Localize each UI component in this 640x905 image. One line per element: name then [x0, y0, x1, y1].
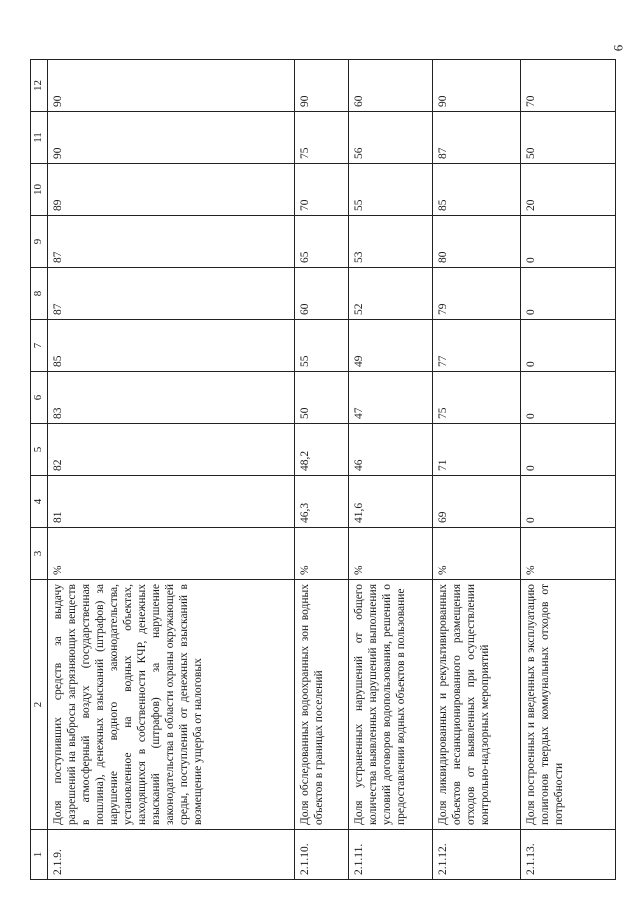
column-number: 8: [31, 268, 48, 320]
row-value: 50: [295, 372, 349, 424]
row-name: Доля ликвидированных и рекультивированных объектов несанкционированного размещения отходов от выявленных при осуществлении контрольно-надзорных мероприятий: [433, 580, 521, 830]
row-value: 0: [521, 268, 616, 320]
column-number: 2: [31, 580, 48, 830]
row-value: 48,2: [295, 424, 349, 476]
row-value: 90: [48, 112, 295, 164]
row-value: 87: [48, 216, 295, 268]
column-number: 6: [31, 372, 48, 424]
row-value: 0: [521, 424, 616, 476]
row-value: 83: [48, 372, 295, 424]
column-number: 11: [31, 112, 48, 164]
row-code: 2.1.9.: [48, 830, 295, 880]
row-value: 70: [521, 60, 616, 112]
row-code: 2.1.10.: [295, 830, 349, 880]
row-value: 0: [521, 372, 616, 424]
column-number: 4: [31, 476, 48, 528]
row-unit: %: [48, 528, 295, 580]
indicators-table: [30, 59, 616, 880]
row-code: 2.1.12.: [433, 830, 521, 880]
table-row: [48, 60, 295, 880]
row-value: 0: [521, 476, 616, 528]
row-value: 79: [433, 268, 521, 320]
row-name: Доля поступивших средств за выдачу разрешений на выбросы загрязняющих веществ в атмосферный воздух (государственная пошлина), денежных взысканий (штрафов) за нарушение водного законодательства, установленное на водных объектах, находящихся в собственности КЧР, денежных взысканий (штрафов) за нарушение законодательства в области охраны окружающей среды, поступлений от денежных взысканий в возмещение ущерба от налоговых: [48, 580, 295, 830]
row-value: 81: [48, 476, 295, 528]
row-value: 49: [349, 320, 433, 372]
row-value: 50: [521, 112, 616, 164]
column-number: 1: [31, 830, 48, 880]
table-row: [521, 60, 616, 880]
row-unit: %: [433, 528, 521, 580]
row-value: 46,3: [295, 476, 349, 528]
table-row: [349, 60, 433, 880]
row-value: 90: [433, 60, 521, 112]
row-value: 47: [349, 372, 433, 424]
row-value: 87: [48, 268, 295, 320]
row-value: 80: [433, 216, 521, 268]
column-number: 5: [31, 424, 48, 476]
row-value: 82: [48, 424, 295, 476]
column-number: 7: [31, 320, 48, 372]
row-value: 20: [521, 164, 616, 216]
row-value: 87: [433, 112, 521, 164]
row-name: Доля построенных и введенных в эксплуатацию полигонов твердых коммунальных отходов от потребности: [521, 580, 616, 830]
row-unit: %: [521, 528, 616, 580]
row-name: Доля устраненных нарушений от общего количества выявленных нарушений выполнения условий договоров водопользования, решений о предоставлении водных объектов в пользование: [349, 580, 433, 830]
row-value: 90: [295, 60, 349, 112]
row-value: 53: [349, 216, 433, 268]
table-row: [433, 60, 521, 880]
row-unit: %: [295, 528, 349, 580]
row-value: 55: [295, 320, 349, 372]
column-number: 3: [31, 528, 48, 580]
row-name: Доля обследованных водоохранных зон водных объектов в границах поселений: [295, 580, 349, 830]
row-value: 65: [295, 216, 349, 268]
row-value: 41,6: [349, 476, 433, 528]
row-code: 2.1.13.: [521, 830, 616, 880]
row-value: 75: [295, 112, 349, 164]
table-row: [295, 60, 349, 880]
rotated-table-container: [30, 60, 612, 880]
row-value: 90: [48, 60, 295, 112]
row-value: 56: [349, 112, 433, 164]
row-unit: %: [349, 528, 433, 580]
row-value: 85: [433, 164, 521, 216]
row-value: 60: [295, 268, 349, 320]
row-value: 60: [349, 60, 433, 112]
row-value: 0: [521, 216, 616, 268]
row-value: 55: [349, 164, 433, 216]
column-number: 12: [31, 60, 48, 112]
row-code: 2.1.11.: [349, 830, 433, 880]
row-value: 85: [48, 320, 295, 372]
column-number: 10: [31, 164, 48, 216]
row-value: 0: [521, 320, 616, 372]
column-number: 9: [31, 216, 48, 268]
page-number: 6: [610, 44, 626, 52]
row-value: 71: [433, 424, 521, 476]
column-numbers-row: [31, 60, 48, 880]
row-value: 52: [349, 268, 433, 320]
row-value: 89: [48, 164, 295, 216]
row-value: 70: [295, 164, 349, 216]
row-value: 77: [433, 320, 521, 372]
row-value: 46: [349, 424, 433, 476]
row-value: 75: [433, 372, 521, 424]
row-value: 69: [433, 476, 521, 528]
